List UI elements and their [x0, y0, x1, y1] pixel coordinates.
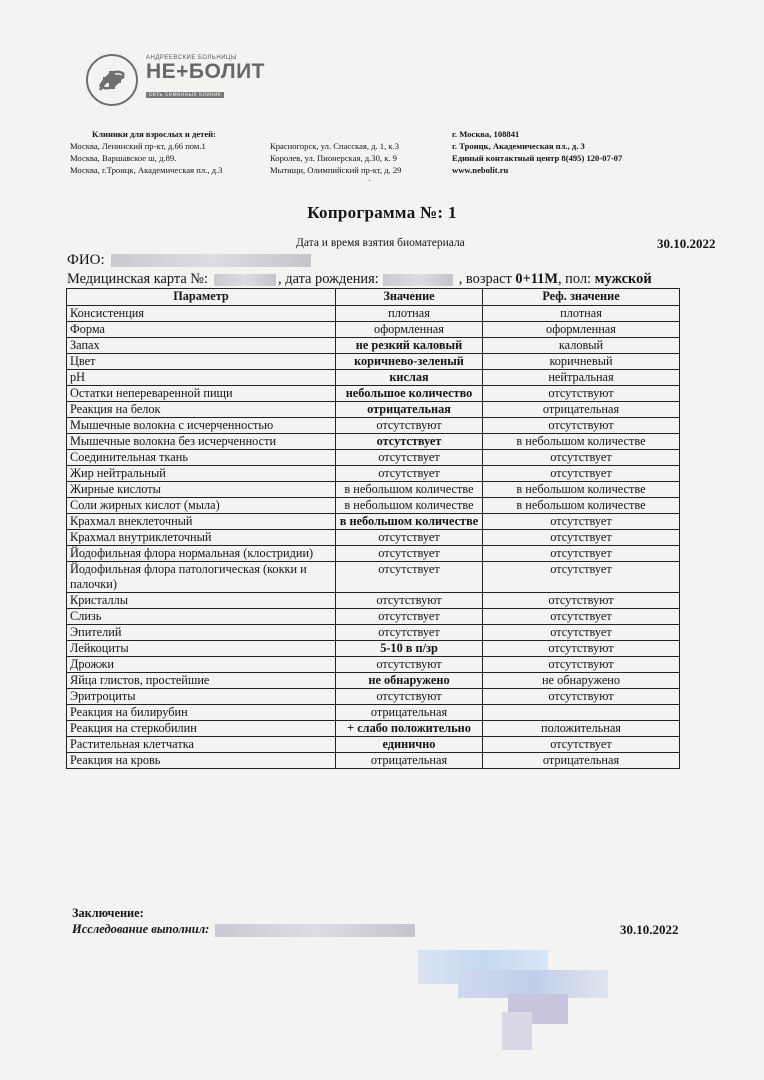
logo-subtitle: АНДРЕЕВСКИЕ БОЛЬНИЦЫ — [146, 55, 237, 61]
parameter-cell: Форма — [67, 322, 336, 338]
performer-line — [72, 922, 415, 937]
reference-cell: отсутствует — [483, 546, 680, 562]
clinic-address: Красногорск, ул. Спасская, д. 1, к.3 — [270, 141, 400, 151]
reference-cell: отсутствуют — [483, 641, 680, 657]
parameter-cell: Кристаллы — [67, 593, 336, 609]
clinic-address: Королев, ул. Пионерская, д.30, к. 9 — [270, 153, 397, 163]
reference-cell: отсутствует — [483, 609, 680, 625]
performer-label: Исследование выполнил: — [72, 922, 210, 936]
table-row — [67, 322, 680, 338]
reference-cell: отсутствует — [483, 450, 680, 466]
parameter-cell: Яйца глистов, простейшие — [67, 673, 336, 689]
clinic-address: Москва, Ленинский пр-кт, д.66 пом.1 — [70, 141, 206, 151]
table-row — [67, 434, 680, 450]
redacted-card-number — [214, 274, 276, 286]
contact-phone: Единый контактный центр 8(495) 120-07-07 — [452, 153, 623, 163]
reference-cell: отсутствует — [483, 466, 680, 482]
sex-label: , пол: — [557, 271, 592, 287]
value-cell: не резкий каловый — [336, 338, 483, 354]
value-cell: + слабо положительно — [336, 721, 483, 737]
table-header-row — [67, 289, 680, 306]
parameter-cell: Дрожжи — [67, 657, 336, 673]
value-cell: отрицательная — [336, 705, 483, 721]
reference-cell: не обнаружено — [483, 673, 680, 689]
logo-tagline: сеть семейных клиник — [146, 92, 224, 98]
age-label: , возраст — [458, 271, 512, 287]
parameter-cell: Мышечные волокна без исчерченности — [67, 434, 336, 450]
parameter-cell: Реакция на билирубин — [67, 705, 336, 721]
postal-address: г. Троицк, Академическая пл., д. 3 — [452, 141, 585, 151]
table-row — [67, 450, 680, 466]
reference-cell: положительная — [483, 721, 680, 737]
clinic-logo — [86, 54, 265, 106]
header-parameter: Параметр — [67, 289, 336, 306]
value-cell: небольшое количество — [336, 386, 483, 402]
table-row — [67, 498, 680, 514]
table-row — [67, 306, 680, 322]
sample-date-value: 30.10.2022 — [657, 236, 716, 251]
reference-cell: отсутствуют — [483, 386, 680, 402]
parameter-cell: pH — [67, 370, 336, 386]
table-row — [67, 530, 680, 546]
table-row — [67, 641, 680, 657]
clinic-address: Москва, г.Троицк, Академическая пл., д.3 — [70, 165, 223, 175]
parameter-cell: Лейкоциты — [67, 641, 336, 657]
reference-cell — [483, 705, 680, 721]
value-cell: кислая — [336, 370, 483, 386]
value-cell: коричнево-зеленый — [336, 354, 483, 370]
fio-label: ФИО: — [67, 252, 105, 268]
table-row — [67, 657, 680, 673]
parameter-cell: Йодофильная флора патологическая (кокки и палочки) — [67, 562, 336, 593]
value-cell: 5-10 в п/зр — [336, 641, 483, 657]
value-cell: отсутствует — [336, 625, 483, 641]
reference-cell: отсутствует — [483, 514, 680, 530]
table-row — [67, 514, 680, 530]
redacted-birth-date — [383, 274, 453, 286]
conclusion-label: Заключение: — [72, 906, 144, 920]
table-row — [67, 338, 680, 354]
patient-name-line — [67, 252, 311, 269]
table-row — [67, 673, 680, 689]
parameter-cell: Жир нейтральный — [67, 466, 336, 482]
reference-cell: в небольшом количестве — [483, 498, 680, 514]
reference-cell: отсутствует — [483, 530, 680, 546]
value-cell: плотная — [336, 306, 483, 322]
value-cell: отсутствует — [336, 434, 483, 450]
reference-cell: отсутствует — [483, 737, 680, 753]
table-row — [67, 386, 680, 402]
clinic-address: Москва, Варшавское ш, д.89. — [70, 153, 177, 163]
parameter-cell: Реакция на стеркобилин — [67, 721, 336, 737]
value-cell: отсутствуют — [336, 593, 483, 609]
value-cell: отсутствует — [336, 530, 483, 546]
parameter-cell: Запах — [67, 338, 336, 354]
table-row — [67, 721, 680, 737]
parameter-cell: Крахмал внеклеточный — [67, 514, 336, 530]
reference-cell: оформленная — [483, 322, 680, 338]
reference-cell: отсутствует — [483, 562, 680, 593]
sample-date-label: Дата и время взятия биоматериала — [296, 237, 465, 249]
value-cell: отсутствует — [336, 562, 483, 593]
value-cell: отсутствует — [336, 466, 483, 482]
logo-cross-icon — [86, 54, 138, 106]
table-row — [67, 705, 680, 721]
parameter-cell: Слизь — [67, 609, 336, 625]
age-value: 0+11М — [515, 271, 558, 287]
logo-name: НЕ+БОЛИТ — [146, 60, 265, 83]
value-cell: отсутствует — [336, 450, 483, 466]
parameter-cell: Йодофильная флора нормальная (клостридии) — [67, 546, 336, 562]
value-cell: отсутствуют — [336, 657, 483, 673]
dob-label: , дата рождения: — [278, 271, 379, 287]
value-cell: в небольшом количестве — [336, 498, 483, 514]
reference-cell: отсутствует — [483, 625, 680, 641]
page-mark: · — [368, 176, 372, 187]
value-cell: не обнаружено — [336, 673, 483, 689]
clinic-address: Мытищи, Олимпийский пр-кт, д. 29 — [270, 165, 402, 175]
clinics-title: Клиники для взрослых и детей: — [92, 129, 216, 139]
table-row — [67, 625, 680, 641]
parameter-cell: Реакция на кровь — [67, 753, 336, 769]
value-cell: единично — [336, 737, 483, 753]
table-row — [67, 402, 680, 418]
clinics-column-1 — [70, 128, 222, 176]
reference-cell: отсутствуют — [483, 593, 680, 609]
table-row — [67, 354, 680, 370]
redacted-performer-name — [215, 924, 415, 937]
value-cell: отсутствуют — [336, 418, 483, 434]
reference-cell: отсутствуют — [483, 689, 680, 705]
parameter-cell: Эпителий — [67, 625, 336, 641]
header-reference: Реф. значение — [483, 289, 680, 306]
parameter-cell: Консистенция — [67, 306, 336, 322]
parameter-cell: Остатки непереваренной пищи — [67, 386, 336, 402]
table-row — [67, 737, 680, 753]
value-cell: отрицательная — [336, 402, 483, 418]
table-row — [67, 609, 680, 625]
sex-value: мужской — [594, 271, 652, 287]
reference-cell: каловый — [483, 338, 680, 354]
parameter-cell: Эритроциты — [67, 689, 336, 705]
parameter-cell: Растительная клетчатка — [67, 737, 336, 753]
results-table — [66, 288, 680, 769]
value-cell: отрицательная — [336, 753, 483, 769]
header-value: Значение — [336, 289, 483, 306]
parameter-cell: Мышечные волокна с исчерченностью — [67, 418, 336, 434]
table-row — [67, 482, 680, 498]
card-label: Медицинская карта №: — [67, 271, 209, 287]
redacted-patient-name — [111, 254, 311, 267]
value-cell: отсутствует — [336, 609, 483, 625]
blurred-stamp-image — [418, 950, 608, 1050]
table-row — [67, 466, 680, 482]
value-cell: в небольшом количестве — [336, 482, 483, 498]
table-row — [67, 418, 680, 434]
parameter-cell: Соединительная ткань — [67, 450, 336, 466]
patient-info-line — [67, 271, 652, 288]
value-cell: отсутствуют — [336, 689, 483, 705]
table-row — [67, 546, 680, 562]
reference-cell: отрицательная — [483, 753, 680, 769]
table-row — [67, 593, 680, 609]
value-cell: отсутствует — [336, 546, 483, 562]
reference-cell: плотная — [483, 306, 680, 322]
value-cell: в небольшом количестве — [336, 514, 483, 530]
contacts-column — [452, 128, 622, 176]
reference-cell: отсутствуют — [483, 418, 680, 434]
website: www.nebolit.ru — [452, 165, 509, 175]
reference-cell: коричневый — [483, 354, 680, 370]
reference-cell: в небольшом количестве — [483, 434, 680, 450]
reference-cell: отрицательная — [483, 402, 680, 418]
reference-cell: нейтральная — [483, 370, 680, 386]
reference-cell: отсутствуют — [483, 657, 680, 673]
table-row — [67, 562, 680, 593]
postal-address: г. Москва, 108841 — [452, 129, 520, 139]
reference-cell: в небольшом количестве — [483, 482, 680, 498]
performer-date: 30.10.2022 — [620, 922, 679, 937]
parameter-cell: Цвет — [67, 354, 336, 370]
table-row — [67, 753, 680, 769]
parameter-cell: Соли жирных кислот (мыла) — [67, 498, 336, 514]
document-title: Копрограмма №: 1 — [307, 203, 457, 222]
parameter-cell: Крахмал внутриклеточный — [67, 530, 336, 546]
parameter-cell: Жирные кислоты — [67, 482, 336, 498]
table-row — [67, 689, 680, 705]
table-row — [67, 370, 680, 386]
value-cell: оформленная — [336, 322, 483, 338]
parameter-cell: Реакция на белок — [67, 402, 336, 418]
clinics-column-2 — [270, 140, 401, 176]
